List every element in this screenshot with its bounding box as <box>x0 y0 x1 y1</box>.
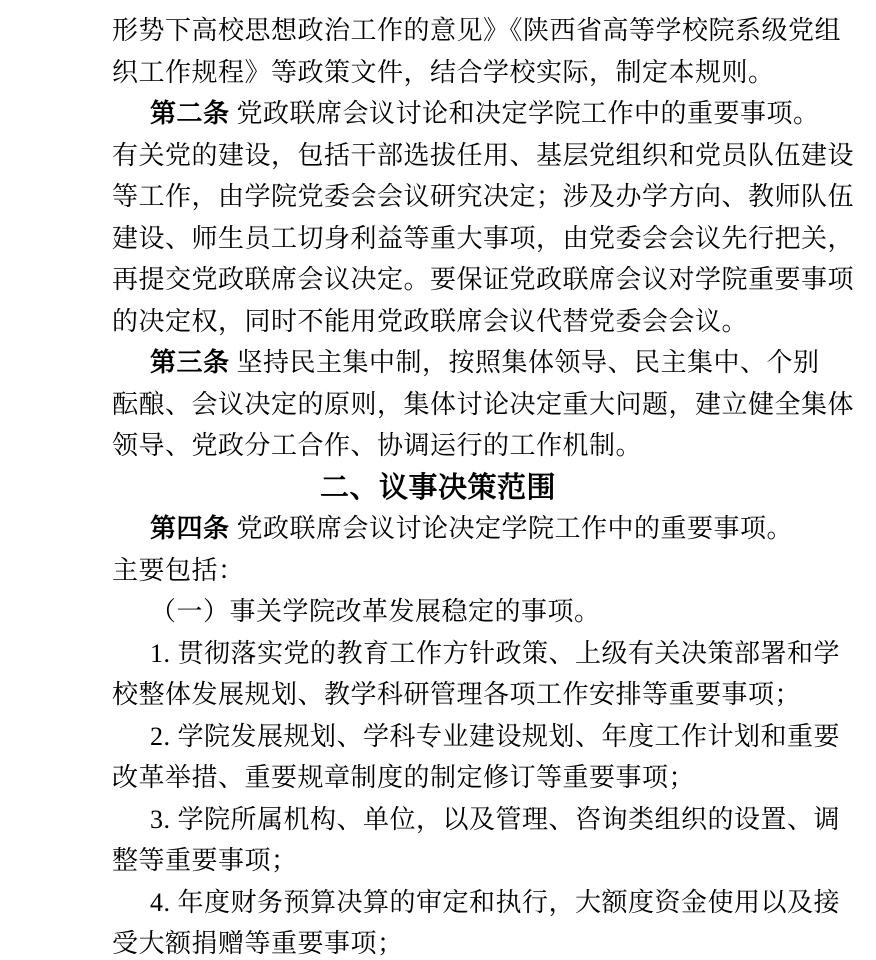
text-line <box>112 716 841 758</box>
text-segment: 织工作规程》等政策文件，结合学校实际，制定本规则。 <box>112 57 775 87</box>
paragraph-item-3 <box>112 799 841 882</box>
text-segment: 酝酿、会议决定的原则，集体讨论决定重大问题，建立健全集体 <box>112 389 855 419</box>
text-line <box>112 342 820 384</box>
text-segment: 领导、党政分工合作、协调运行的工作机制。 <box>112 431 643 460</box>
text-line <box>112 757 812 799</box>
paragraph-item-4 <box>112 882 841 960</box>
paragraph-item-2 <box>112 716 841 799</box>
text-line <box>112 10 842 52</box>
text-line <box>112 508 812 550</box>
text-line <box>112 550 812 592</box>
text-segment: 再提交党政联席会议决定。要保证党政联席会议对学院重要事项 <box>112 265 855 294</box>
text-segment: 建设、师生员工切身利益等重大事项，由党委会会议先行把关， <box>112 223 855 253</box>
text-line <box>112 923 812 960</box>
bold-text-segment: 第二条 <box>150 99 237 128</box>
text-line <box>112 135 855 177</box>
paragraph-continuation-from-previous-page <box>112 10 842 93</box>
text-segment: 有关党的建设，包括干部选拔任用、基层党组织和党员队伍建设 <box>112 140 855 170</box>
bold-text-segment: 第三条 <box>150 348 237 377</box>
text-line <box>112 93 820 135</box>
text-line <box>112 52 812 94</box>
text-segment: 1. 贯彻落实党的教育工作方针政策、上级有关决策部署和学 <box>150 638 841 668</box>
text-line <box>112 591 812 633</box>
text-segment: 坚持民主集中制，按照集体领导、民主集中、个别 <box>236 348 820 377</box>
document-content <box>112 10 855 960</box>
text-line <box>112 799 841 841</box>
paragraph-item-yi <box>112 591 812 633</box>
text-segment: 整等重要事项； <box>112 846 298 875</box>
text-segment: 2. 学院发展规划、学科专业建设规划、年度工作计划和重要 <box>150 721 841 751</box>
text-segment: 4. 年度财务预算决算的审定和执行，大额度资金使用以及接 <box>150 887 841 917</box>
text-segment: 党政联席会议讨论和决定学院工作中的重要事项。 <box>236 99 820 128</box>
text-segment: 等工作，由学院党委会会议研究决定；涉及办学方向、教师队伍 <box>112 182 855 211</box>
text-line <box>112 674 812 716</box>
paragraph-item-1 <box>112 633 841 716</box>
text-segment: 3. 学院所属机构、单位，以及管理、咨询类组织的设置、调 <box>150 804 841 834</box>
text-segment: 主要包括： <box>112 555 245 585</box>
bold-text-segment: 二、议事决策范围 <box>319 469 556 504</box>
paragraph-section-2-heading <box>112 467 812 509</box>
text-segment: （一）事关学院改革发展稳定的事项。 <box>150 597 601 626</box>
text-line <box>112 176 855 218</box>
text-segment: 校整体发展规划、教学科研管理各项工作安排等重要事项； <box>112 680 802 709</box>
text-line <box>112 633 841 675</box>
bold-text-segment: 第四条 <box>150 514 237 543</box>
text-line <box>112 301 812 343</box>
paragraph-article-2 <box>112 93 855 342</box>
text-segment: 党政联席会议讨论决定学院工作中的重要事项。 <box>236 514 794 543</box>
paragraph-article-4 <box>112 508 812 591</box>
text-segment: 的决定权，同时不能用党政联席会议代替党委会会议。 <box>112 306 749 336</box>
text-line <box>112 384 855 426</box>
text-segment: 形势下高校思想政治工作的意见》《陕西省高等学校院系级党组 <box>112 16 842 45</box>
text-line <box>112 882 841 924</box>
paragraph-article-3 <box>112 342 855 467</box>
text-line <box>112 218 855 260</box>
text-line <box>112 840 812 882</box>
text-line <box>112 259 855 301</box>
text-segment: 受大额捐赠等重要事项； <box>112 929 404 958</box>
text-line <box>112 425 812 467</box>
section-heading <box>0 467 876 509</box>
text-segment: 改革举措、重要规章制度的制定修订等重要事项； <box>112 763 696 792</box>
